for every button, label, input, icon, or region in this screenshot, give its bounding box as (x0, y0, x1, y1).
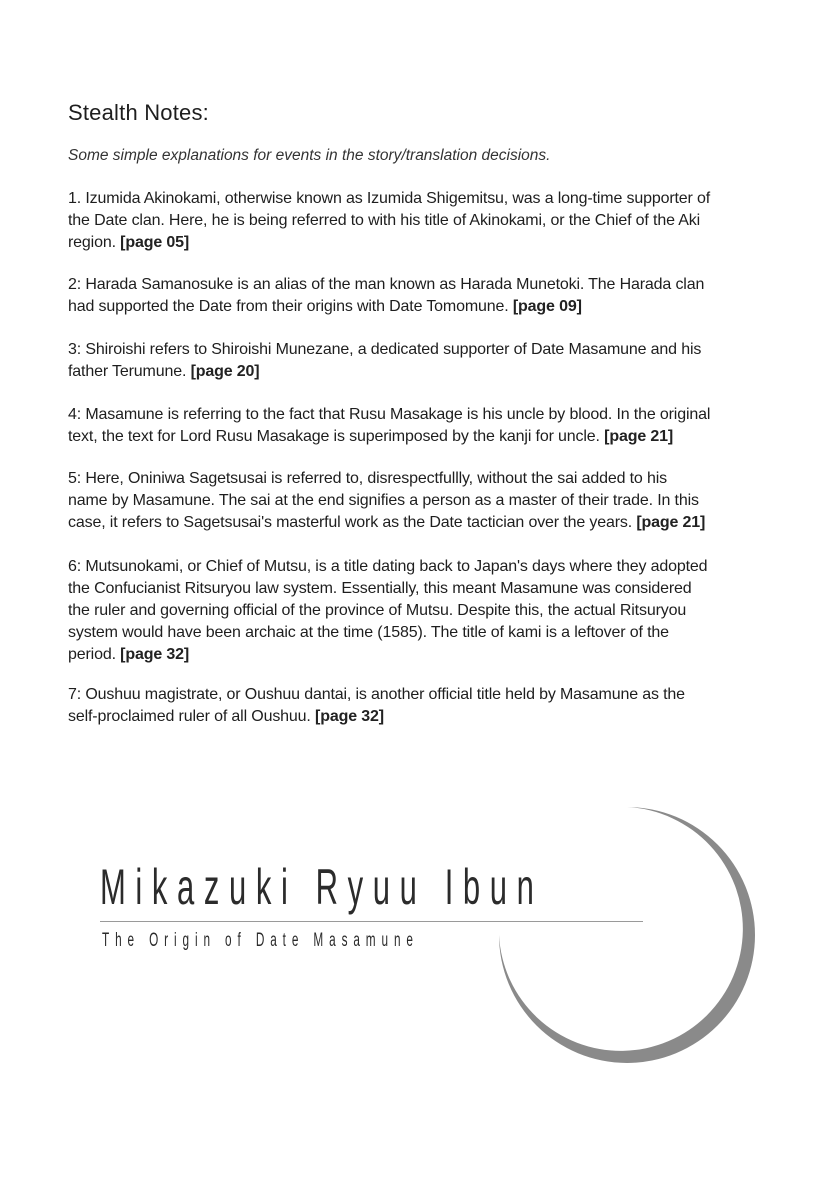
page-heading: Stealth Notes: (68, 100, 209, 125)
page-reference: [page 32] (120, 646, 190, 663)
note-line: 6: Mutsunokami, or Chief of Mutsu, is a title dating back to Japan's days where they adopted (68, 558, 708, 575)
note-line-text: case, it refers to Sagetsusai's masterful work as the Date tactician over the years. (68, 514, 637, 531)
note-line-text: region. (68, 234, 121, 251)
logo-subtitle: The Origin of Date Masamune (102, 930, 419, 951)
note-line: 2: Harada Samanosuke is an alias of the man known as Harada Munetoki. The Harada clan (68, 276, 705, 293)
note-line: the Date clan. Here, he is being referred to with his title of Akinokami, or the Chief of the Aki (68, 212, 701, 229)
note-line-text: self-proclaimed ruler of all Oushuu. (68, 708, 316, 725)
crescent-moon-icon (499, 807, 755, 1063)
note-line-text: period. (68, 646, 121, 663)
logo-title: Mikazuki Ryuu Ibun (100, 859, 544, 915)
intro-text: Some simple explanations for events in the story/translation decisions. (68, 147, 551, 164)
note-line: 4: Masamune is referring to the fact that Rusu Masakage is his uncle by blood. In the original (68, 406, 711, 423)
note-line: 3: Shiroishi refers to Shiroishi Munezane, a dedicated supporter of Date Masamune and his (68, 341, 702, 358)
note-line: the ruler and governing official of the province of Mutsu. Despite this, the actual Ritsuryou (68, 602, 687, 619)
page-reference: [page 32] (315, 708, 384, 725)
note-line: 7: Oushuu magistrate, or Oushuu dantai, is another official title held by Masamune as the (68, 686, 685, 703)
page-reference: [page 09] (512, 298, 582, 315)
note-line: name by Masamune. The sai at the end signifies a person as a master of their trade. In this (68, 492, 699, 509)
page-reference: [page 21] (636, 514, 706, 531)
note-line: 1. Izumida Akinokami, otherwise known as Izumida Shigemitsu, was a long-time supporter of (68, 190, 711, 207)
note-line: 5: Here, Oniniwa Sagetsusai is referred to, disrespectfullly, without the sai added to his (68, 470, 667, 487)
note-line: system would have been archaic at the time (1585). The title of kami is a leftover of the (68, 624, 669, 641)
note-line-text: father Terumune. (68, 363, 191, 380)
page-reference: [page 20] (190, 363, 260, 380)
page-reference: [page 21] (604, 428, 674, 445)
page-reference: [page 05] (120, 234, 190, 251)
note-line-text: text, the text for Lord Rusu Masakage is superimposed by the kanji for uncle. (68, 428, 605, 445)
logo-divider (100, 921, 643, 922)
note-line: the Confucianist Ritsuryou law system. Essentially, this meant Masamune was considered (68, 580, 692, 597)
note-line-text: had supported the Date from their origins with Date Tomomune. (68, 298, 513, 315)
